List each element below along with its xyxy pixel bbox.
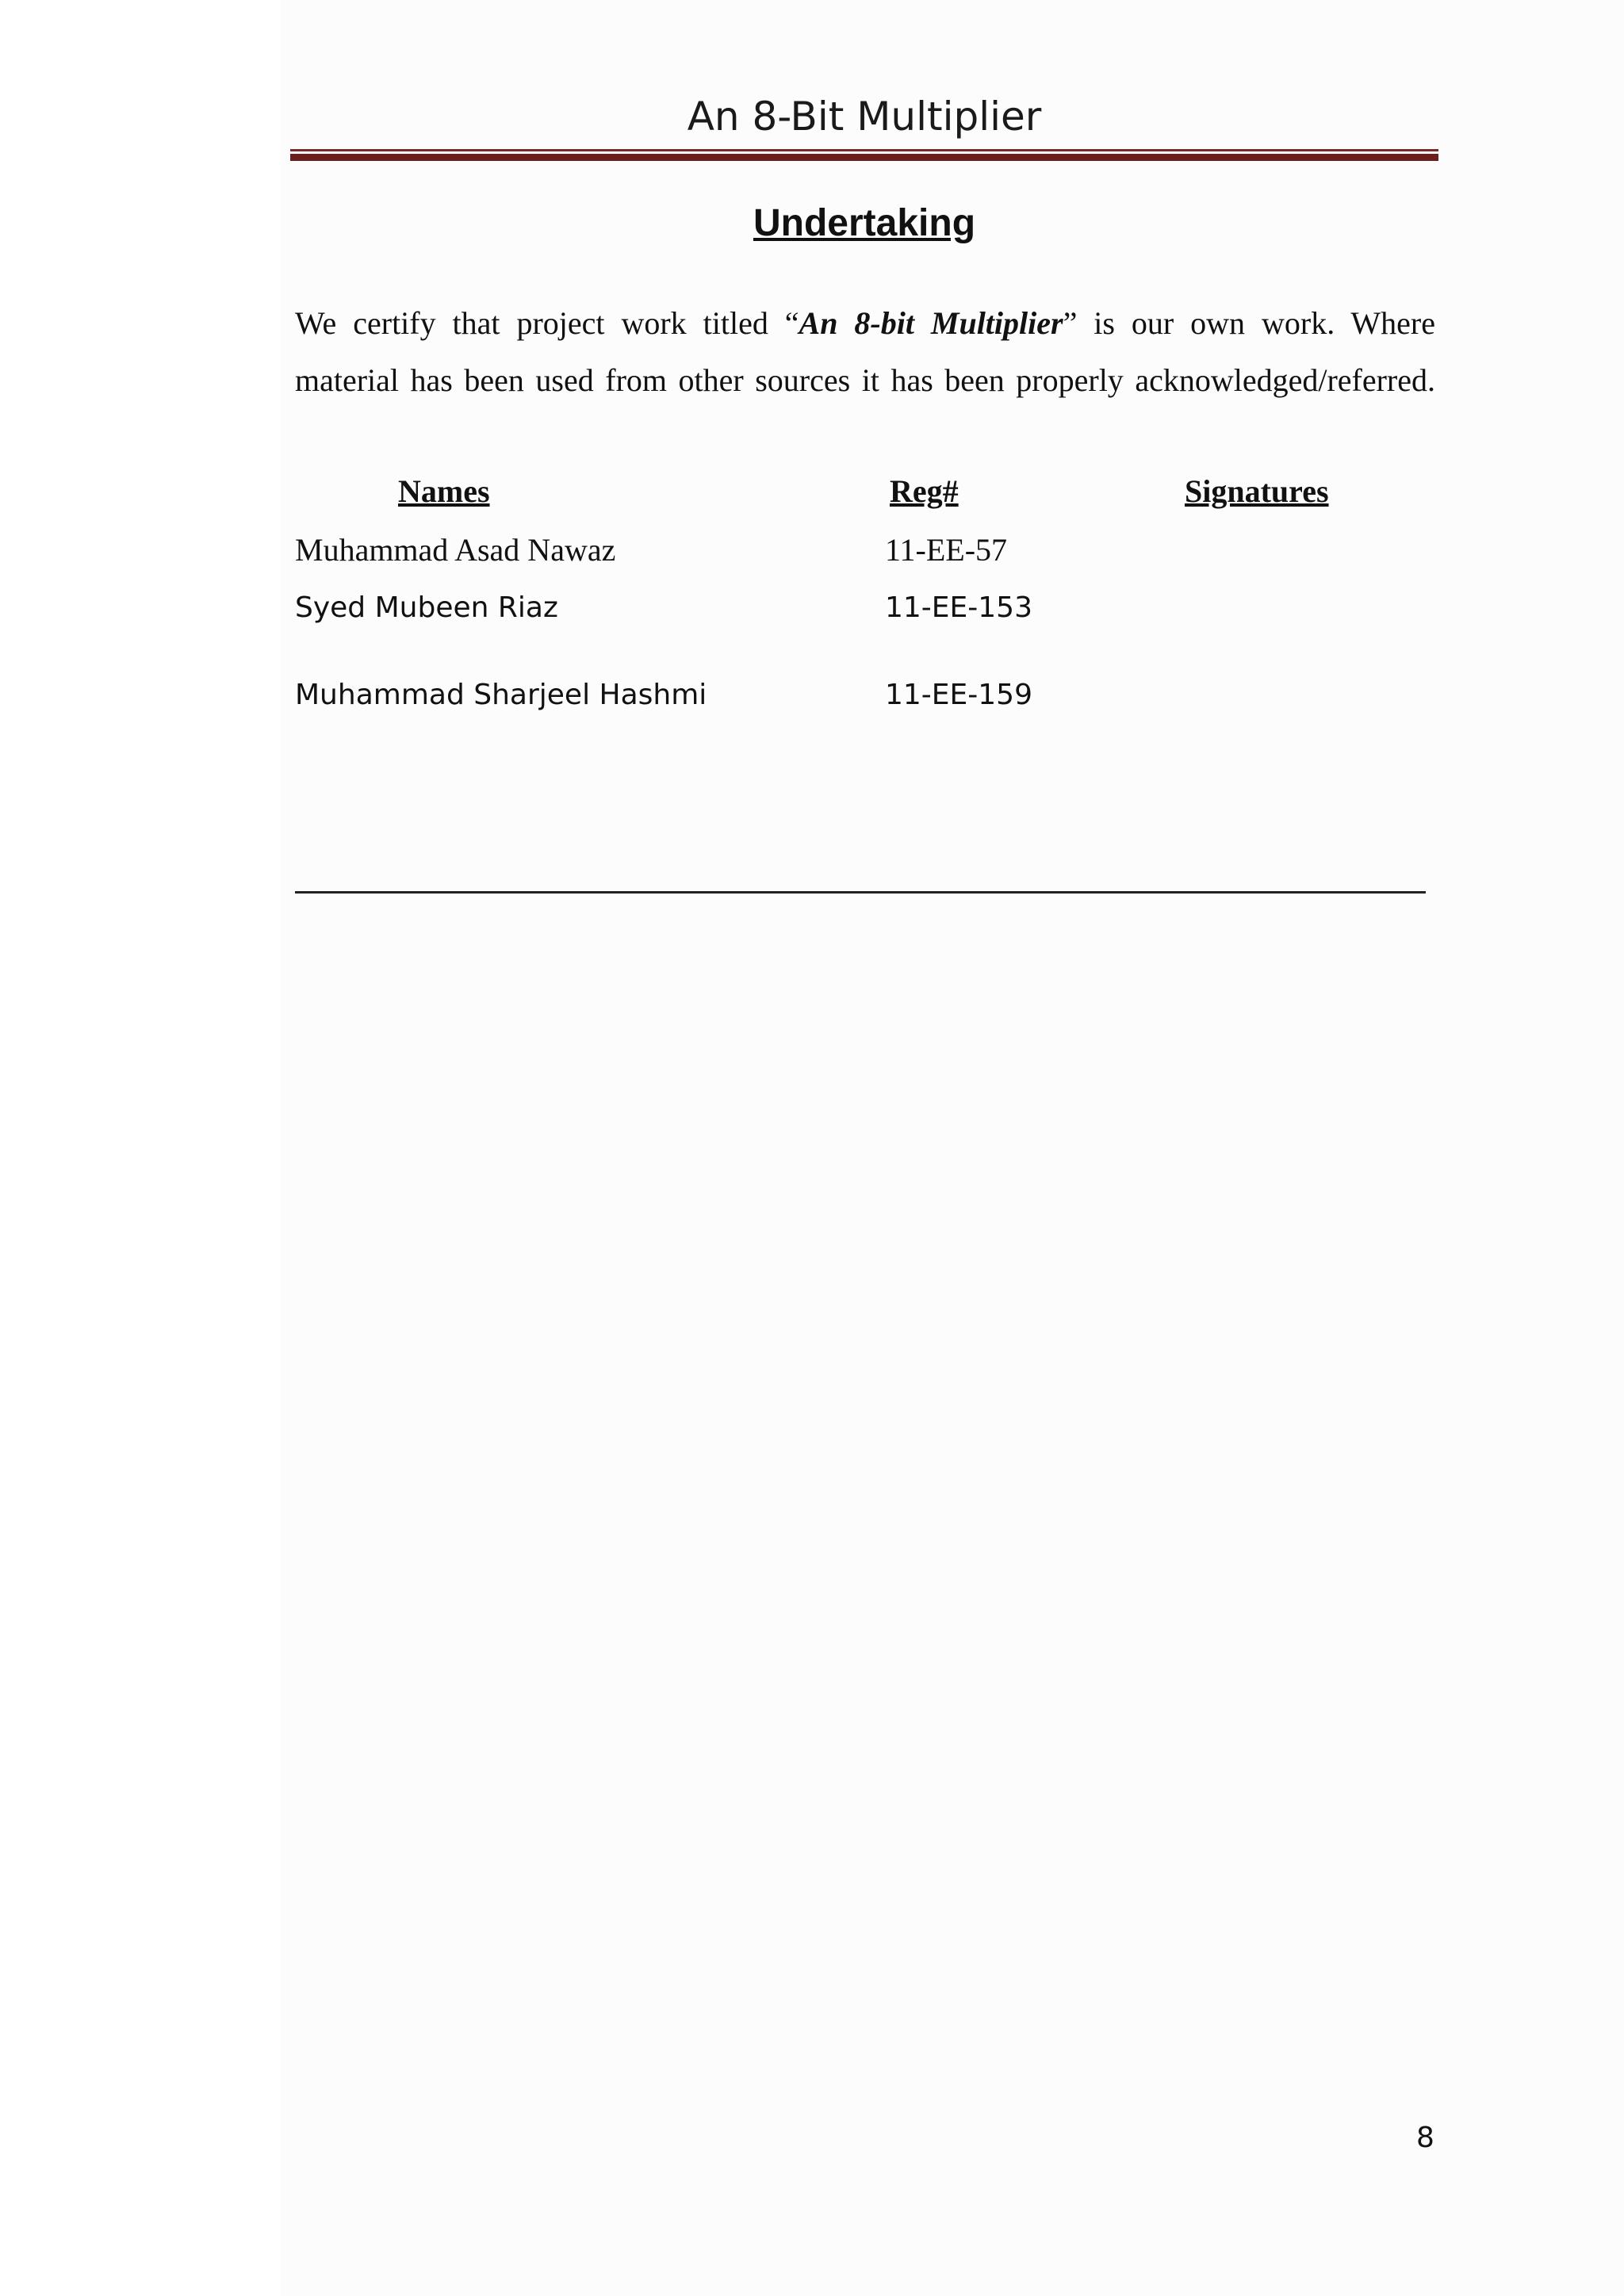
student-name: Muhammad Asad Nawaz (295, 532, 616, 568)
header-rule-thin (290, 149, 1438, 151)
statement-line-1 (295, 295, 1435, 352)
section-title: Undertaking (753, 202, 976, 244)
statement-line-2: material has been used from other sources it has been properly acknowledged/referred. (295, 362, 1435, 398)
student-reg-number: 11-EE-159 (885, 679, 1032, 711)
statement-text: ” is our own work. Where (1063, 305, 1436, 341)
running-header-title: An 8-Bit Multiplier (687, 94, 1042, 140)
project-title-inline: An 8-bit Multiplier (799, 305, 1063, 341)
signature-line (295, 891, 1426, 894)
certification-statement (295, 295, 1435, 409)
student-reg-number: 11-EE-57 (885, 532, 1008, 568)
page-number: 8 (1416, 2122, 1434, 2154)
column-header-names: Names (398, 473, 490, 509)
student-reg-number: 11-EE-153 (885, 591, 1032, 624)
header-rule-thick (290, 154, 1438, 161)
column-header-reg: Reg# (890, 473, 959, 509)
statement-text: We certify that project work titled “ (295, 305, 799, 341)
student-name: Syed Mubeen Riaz (295, 591, 558, 624)
column-header-signatures: Signatures (1185, 473, 1329, 509)
student-name: Muhammad Sharjeel Hashmi (295, 679, 707, 711)
